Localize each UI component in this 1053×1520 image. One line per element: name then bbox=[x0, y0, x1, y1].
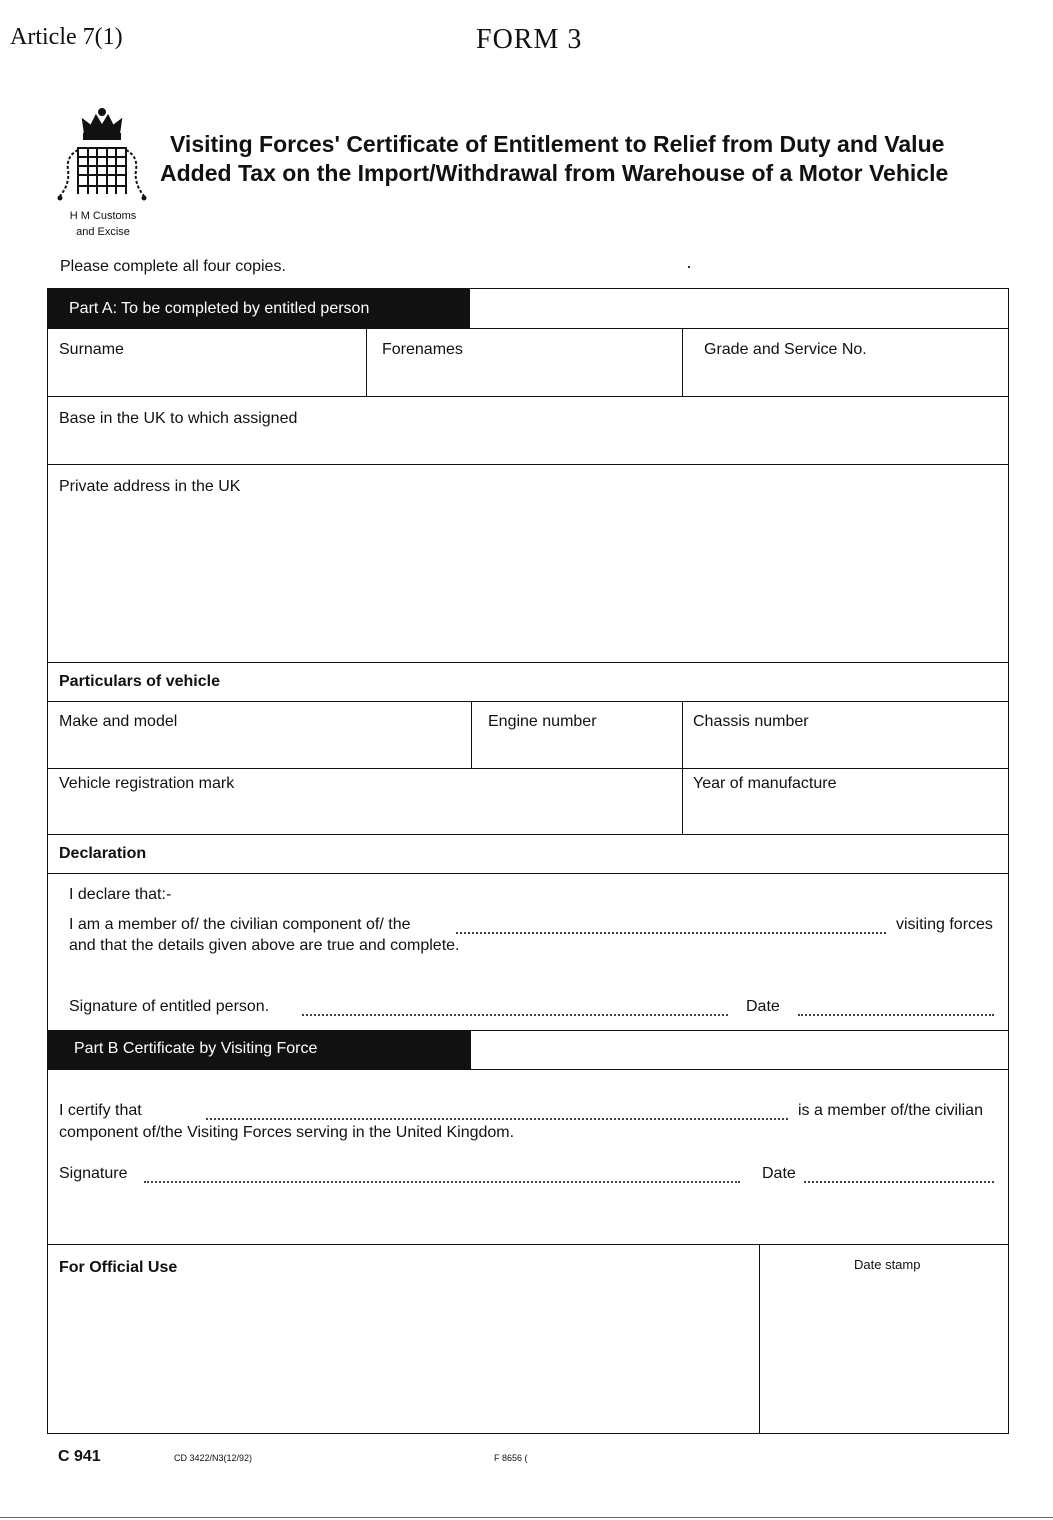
form-title-line-1: Visiting Forces' Certificate of Entitlement to Relief from Duty and Value bbox=[170, 131, 945, 157]
department-line-2: and Excise bbox=[76, 226, 130, 238]
date-stamp-label: Date stamp bbox=[854, 1257, 921, 1272]
engine-number-label: Engine number bbox=[488, 713, 597, 730]
certify-start-label: I certify that bbox=[59, 1102, 142, 1119]
entitled-signature-dotted-line bbox=[302, 1014, 728, 1016]
part-b-heading: Part B Certificate by Visiting Force bbox=[48, 1030, 471, 1070]
declaration-intro: I declare that:- bbox=[69, 886, 172, 903]
certify-end-label: is a member of/the civilian bbox=[798, 1102, 983, 1119]
address-label: Private address in the UK bbox=[59, 478, 241, 495]
force-date-dotted-line bbox=[804, 1181, 994, 1183]
entitled-date-label: Date bbox=[746, 998, 780, 1015]
page-bottom-rule bbox=[0, 1517, 1053, 1518]
form-title-line-2: Added Tax on the Import/Withdrawal from Warehouse of a Motor Vehicle bbox=[160, 160, 949, 186]
divider bbox=[48, 834, 1008, 835]
stray-mark bbox=[688, 266, 690, 268]
divider bbox=[48, 396, 1008, 397]
article-reference: Article 7(1) bbox=[10, 24, 123, 50]
divider bbox=[48, 662, 1008, 663]
registration-label: Vehicle registration mark bbox=[59, 775, 235, 792]
department-line-1: H M Customs bbox=[69, 210, 137, 222]
chassis-number-label: Chassis number bbox=[693, 713, 809, 730]
divider bbox=[48, 464, 1008, 465]
form-title bbox=[160, 130, 1040, 188]
base-label: Base in the UK to which assigned bbox=[59, 410, 298, 427]
force-signature-dotted-line bbox=[144, 1181, 740, 1183]
reference-code: F 8656 ( bbox=[494, 1453, 528, 1463]
surname-label: Surname bbox=[59, 341, 124, 358]
official-use-heading: For Official Use bbox=[59, 1259, 178, 1276]
form-number: FORM 3 bbox=[476, 24, 583, 55]
print-code: CD 3422/N3(12/92) bbox=[174, 1453, 253, 1463]
instruction-text: Please complete all four copies. bbox=[60, 258, 286, 275]
declaration-line-1-end: visiting forces bbox=[896, 916, 993, 933]
divider bbox=[48, 1244, 1008, 1245]
divider bbox=[682, 329, 683, 397]
forces-name-dotted-line bbox=[456, 932, 886, 934]
form-code: C 941 bbox=[58, 1448, 101, 1465]
entitled-date-dotted-line bbox=[798, 1014, 994, 1016]
part-a-heading: Part A: To be completed by entitled person bbox=[48, 289, 470, 329]
certified-name-dotted-line bbox=[206, 1118, 788, 1120]
forenames-label: Forenames bbox=[382, 341, 463, 358]
divider bbox=[48, 1069, 1008, 1070]
certificate-form bbox=[47, 288, 1009, 1434]
make-model-label: Make and model bbox=[59, 713, 178, 730]
declaration-line-2: and that the details given above are true and complete. bbox=[69, 937, 460, 954]
divider bbox=[48, 768, 1008, 769]
divider bbox=[759, 1244, 760, 1434]
force-date-label: Date bbox=[762, 1165, 796, 1182]
declaration-heading: Declaration bbox=[59, 845, 147, 862]
divider bbox=[48, 873, 1008, 874]
declaration-line-1-start: I am a member of/ the civilian component of/ the bbox=[69, 916, 411, 933]
divider bbox=[48, 328, 1008, 329]
divider bbox=[471, 701, 472, 768]
divider bbox=[366, 329, 367, 397]
year-manufacture-label: Year of manufacture bbox=[693, 775, 837, 792]
force-signature-label: Signature bbox=[59, 1165, 128, 1182]
entitled-signature-label: Signature of entitled person. bbox=[69, 998, 270, 1015]
divider bbox=[48, 701, 1008, 702]
vehicle-heading: Particulars of vehicle bbox=[59, 673, 220, 690]
department-name bbox=[52, 208, 154, 240]
certify-line-2: component of/the Visiting Forces serving in the United Kingdom. bbox=[59, 1124, 515, 1141]
grade-service-label: Grade and Service No. bbox=[704, 341, 867, 358]
royal-crest-portcullis-icon bbox=[52, 104, 154, 216]
